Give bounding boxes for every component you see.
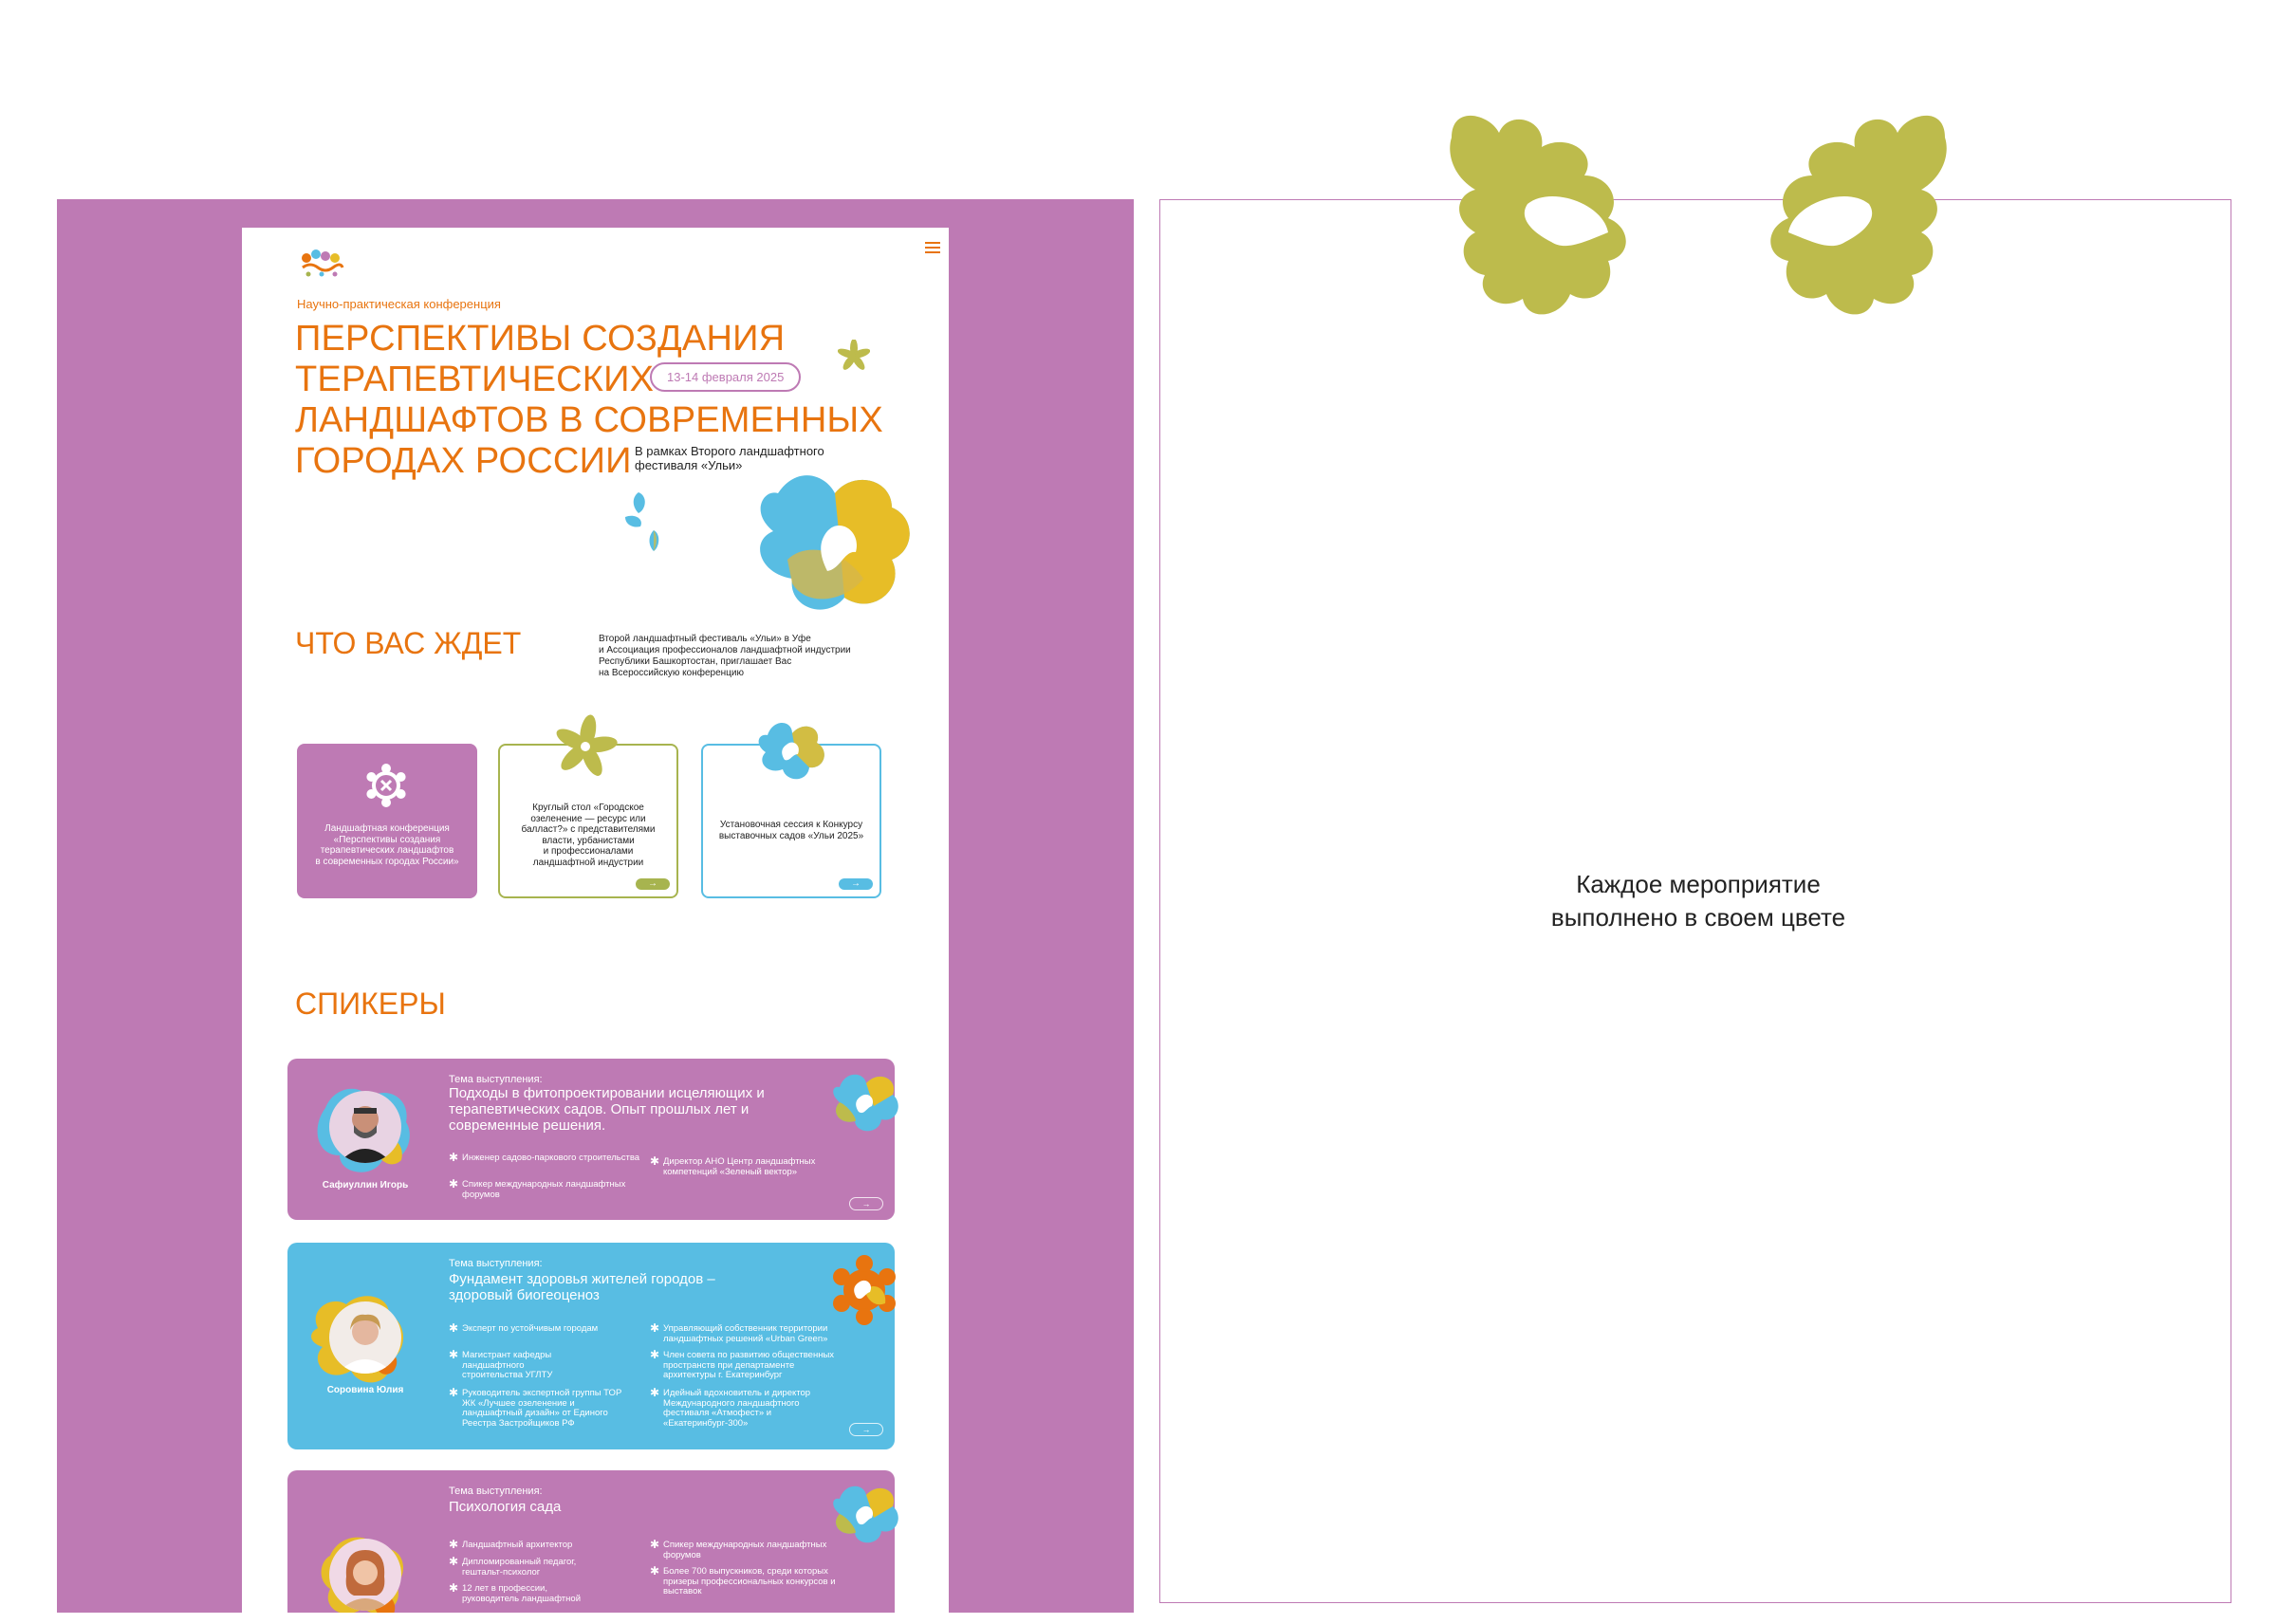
blue-petals-icon [621,489,669,560]
card-line: Установочная сессия к Конкурсу [719,820,863,830]
event-card-conference[interactable] [297,744,477,898]
date-badge: 13-14 февраля 2025 [650,362,801,392]
speaker-card[interactable] [287,1470,895,1613]
caption-text [1404,868,1992,934]
fact-text: Эксперт по устойчивым городам [462,1323,599,1334]
card-line: озеленение — ресурс или [530,813,646,824]
card-text [511,803,665,868]
fact-text: Руководитель экспертной группы ТОР ЖК «Лучшее озеленение и ландшафтный дизайн» от Единого Реестра Застройщиков РФ [462,1388,622,1429]
card-line: Ландшафтная конференция [324,823,450,834]
avatar-frame [316,1290,411,1385]
speaker-name: Соровина Юлия [326,1385,404,1395]
speaker-fact: ✱ Спикер международных ландшафтных форумов [650,1538,827,1560]
card-line: и профессионалами [543,846,634,857]
hero-title-line: ПЕРСПЕКТИВЫ СОЗДАНИЯ [295,319,786,359]
fact-text: Более 700 выпускников, среди которых призеры профессиональных конкурсов и выставок [663,1566,836,1596]
festival-logo-icon[interactable] [297,245,346,279]
card-arrow-button[interactable]: → [636,878,670,890]
fact-text: Ландшафтный архитектор [462,1540,573,1550]
speaker-fact: ✱ Спикер международных ландшафтных форумов [449,1177,626,1200]
speaker-fact: ✱ Более 700 выпускников, среди которых призеры профессиональных конкурсов и выставок [650,1564,836,1596]
speaker-name: Сафиуллин Игорь [322,1180,409,1190]
fact-text: Спикер международных ландшафтных форумов [462,1179,626,1200]
topic-label: Тема выступления: [449,1258,543,1269]
card-line: выставочных садов «Ульи 2025» [718,830,864,841]
speaker-fact: ✱ Директор АНО Центр ландшафтных компетенций «Зеленый вектор» [650,1154,816,1177]
card-line: балласт?» с представителями [521,824,656,835]
speaker-fact: ✱ Член совета по развитию общественных пространств при департаменте архитектуры г. Екатеринбург [650,1348,835,1380]
fact-text: Член совета по развитию общественных пространств при департаменте архитектуры г. Екатеринбург [663,1350,835,1380]
avatar [329,1091,401,1163]
speaker-fact: ✱ 12 лет в профессии, руководитель ландшафтной [449,1581,581,1604]
avatar [329,1301,401,1374]
what-awaits-intro [599,634,883,679]
speaker-fact: ✱ Управляющий собственник территории ландшафтных решений «Urban Green» [650,1321,828,1344]
speaker-arrow-button[interactable]: → [849,1423,883,1436]
subtitle-line: фестиваля «Ульи» [635,458,743,472]
speaker-topic: Фундамент здоровья жителей городов – здоровый биогеоценоз [449,1271,715,1303]
intro-line: и Ассоциация профессионалов ландшафтной индустрии [599,645,851,655]
speaker-topic: Психология сада [449,1499,562,1515]
subtitle-line: В рамках Второго ландшафтного [635,444,824,458]
card-line: «Перспективы создания [333,834,441,845]
card-arrow-button[interactable]: → [839,878,873,890]
speaker-fact: ✱ Магистрант кафедры ландшафтного строительства УГЛТУ [449,1348,553,1380]
fact-text: Директор АНО Центр ландшафтных компетенций «Зеленый вектор» [663,1156,816,1177]
fact-text: Дипломированный педагог, гештальт-психолог [462,1557,577,1578]
what-awaits-heading: ЧТО ВАС ЖДЕТ [295,626,522,660]
hero-title-line: ТЕРАПЕВТИЧЕСКИХ [295,360,655,399]
caption-line: Каждое мероприятие [1576,870,1821,898]
speaker-fact: ✱ Эксперт по устойчивым городам [449,1321,599,1335]
avatar-frame [316,1527,411,1613]
small-olive-flower-icon [838,340,870,377]
speaker-card[interactable] [287,1243,895,1449]
event-kicker: Научно-практическая конференция [297,297,501,311]
gear-flower-icon [363,763,409,813]
card-line: терапевтических ландшафтов [320,845,454,856]
card-line: власти, урбанистами [542,835,635,846]
olive-wings-flower-icon [1442,100,1954,332]
hero-title-line: ЛАНДШАФТОВ В СОВРЕМЕННЫХ [295,400,883,440]
presentation-panel [57,199,1134,1613]
fact-text: Управляющий собственник территории ландшафтных решений «Urban Green» [663,1323,828,1344]
card-text [714,820,868,841]
fact-text: 12 лет в профессии, руководитель ландшафтной [462,1583,581,1604]
card-line: в современных городах России» [315,856,459,867]
fact-text: Идейный вдохновитель и директор Международного ландшафтного фестиваля «Атмофест» и «Екатеринбург-300» [663,1388,811,1429]
orange-gear-flower-icon [826,1252,902,1333]
fact-text: Магистрант кафедры ландшафтного строительства УГЛТУ [462,1350,553,1380]
speaker-fact: ✱ Идейный вдохновитель и директор Международного ландшафтного фестиваля «Атмофест» и «Екатеринбург-300» [650,1386,811,1429]
blue-flower-icon [754,716,830,787]
hero-flower-illustration [750,465,920,621]
card-line: Круглый стол «Городское [532,803,644,813]
speaker-fact: ✱ Руководитель экспертной группы ТОР ЖК «Лучшее озеленение и ландшафтный дизайн» от Единого Реестра Застройщиков РФ [449,1386,622,1429]
fact-text: Инженер садово-паркового строительства [462,1153,640,1163]
landing-page-mockup [242,228,949,1613]
card-line: ландшафтной индустрии [532,857,644,868]
intro-line: на Всероссийскую конференцию [599,668,744,678]
olive-flower-icon [546,713,625,784]
intro-line: Второй ландшафтный фестиваль «Ульи» в Уфе [599,634,811,644]
caption-line: выполнено в своем цвете [1550,903,1846,932]
speaker-arrow-button[interactable]: → [849,1197,883,1210]
hero-title-line: ГОРОДАХ РОССИИ [295,441,632,481]
intro-line: Республики Башкортостан, приглашает Вас [599,656,792,667]
card-flower-icon [830,1068,902,1141]
fact-text: Спикер международных ландшафтных форумов [663,1540,827,1560]
speaker-fact: ✱ Дипломированный педагог, гештальт-психолог [449,1555,577,1578]
speakers-heading: СПИКЕРЫ [295,987,446,1021]
topic-label: Тема выступления: [449,1074,543,1085]
speaker-topic: Подходы в фитопроектировании исцеляющих и терапевтических садов. Опыт прошлых лет и современные решения. [449,1085,765,1134]
avatar-frame [316,1080,411,1174]
hamburger-menu-icon[interactable] [925,241,940,252]
topic-label: Тема выступления: [449,1486,543,1497]
speaker-fact: ✱ Инженер садово-паркового строительства [449,1151,640,1164]
card-text [308,823,466,867]
card-flower-icon [830,1480,902,1553]
speaker-card[interactable] [287,1059,895,1220]
speaker-fact: ✱ Ландшафтный архитектор [449,1538,573,1551]
avatar [329,1539,401,1611]
